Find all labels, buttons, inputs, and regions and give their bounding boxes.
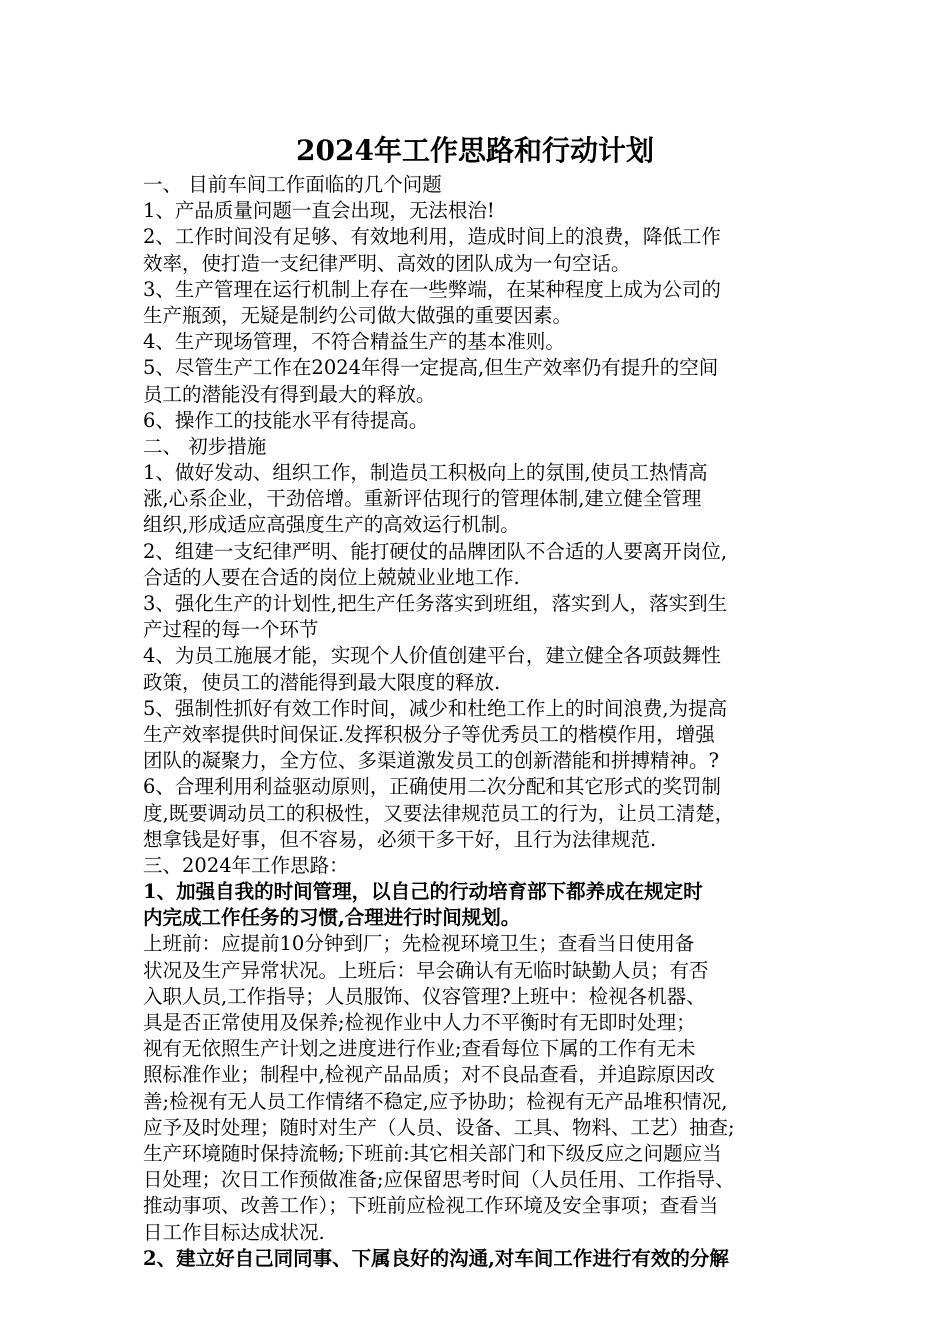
paragraph-line: 2、工作时间没有足够、有效地利用，造成时间上的浪费，降低工作 <box>143 225 721 249</box>
paragraph-line: 组织,形成适应高强度生产的高效运行机制。 <box>143 513 520 537</box>
paragraph-line: 三、2024年工作思路： <box>143 853 349 877</box>
document-body <box>143 172 833 1272</box>
paragraph-line: 应予及时处理；随时对生产（人员、设备、工具、物料、工艺）抽查; <box>143 1115 735 1139</box>
paragraph-line: 员工的潜能没有得到最大的释放。 <box>143 382 436 406</box>
paragraph-line: 团队的凝聚力，全方位、多渠道激发员工的创新潜能和拼搏精神。? <box>143 749 719 773</box>
paragraph-line: 5、强制性抓好有效工作时间，减少和杜绝工作上的时间浪费,为提高 <box>143 696 728 720</box>
paragraph-line: 产过程的每一个环节 <box>143 618 319 642</box>
paragraph-line: 生产瓶颈，无疑是制约公司做大做强的重要因素。 <box>143 303 573 327</box>
paragraph-line: 想拿钱是好事，但不容易，必须干多干好，且行为法律规范. <box>143 827 657 851</box>
paragraph-line: 6、合理利用利益驱动原则，正确使用二次分配和其它形式的奖罚制 <box>143 775 721 799</box>
paragraph-line: 6、操作工的技能水平有待提高。 <box>143 408 429 432</box>
paragraph-line: 视有无依照生产计划之进度进行作业;查看每位下属的工作有无未 <box>143 1037 696 1061</box>
paragraph-line: 二、 初步措施 <box>143 434 267 458</box>
paragraph-line: 生产效率提供时间保证.发挥积极分子等优秀员工的楷模作用，增强 <box>143 722 715 746</box>
paragraph-line: 生产环境随时保持流畅;下班前:其它相关部门和下级反应之问题应当 <box>143 1141 722 1165</box>
paragraph-line: 上班前：应提前10分钟到厂；先检视环境卫生；查看当日使用备 <box>143 932 695 956</box>
paragraph-line: 1、做好发动、组织工作，制造员工积极向上的氛围,使员工热情高 <box>143 461 708 485</box>
paragraph-line: 2、组建一支纪律严明、能打硬仗的品牌团队不合适的人要离开岗位, <box>143 539 728 563</box>
paragraph-line: 4、为员工施展才能，实现个人价值创建平台，建立健全各项鼓舞性 <box>143 644 721 668</box>
paragraph-line: 日工作目标达成状况. <box>143 1220 325 1244</box>
paragraph-line: 入职人员,工作指导；人员服饰、仪容管理?上班中：检视各机器、 <box>143 984 706 1008</box>
bold-paragraph-line: 1、加强自我的时间管理，以自己的行动培育部下都养成在规定时 <box>143 880 703 904</box>
paragraph-line: 善;检视有无人员工作情绪不稳定,应予协助；检视有无产品堆积情况, <box>143 1089 728 1113</box>
paragraph-line: 5、尽管生产工作在2024年得一定提高,但生产效率仍有提升的空间 <box>143 356 719 380</box>
paragraph-line: 效率，使打造一支纪律严明、高效的团队成为一句空话。 <box>143 251 631 275</box>
paragraph-line: 4、生产现场管理，不符合精益生产的基本准则。 <box>143 330 565 354</box>
paragraph-line: 一、 目前车间工作面临的几个问题 <box>143 173 442 196</box>
paragraph-line: 度,既要调动员工的积极性，又要法律规范员工的行为，让员工清楚， <box>143 801 735 825</box>
paragraph-line: 状况及生产异常状况。上班后：早会确认有无临时缺勤人员；有否 <box>143 958 709 982</box>
paragraph-line: 3、生产管理在运行机制上存在一些弊端，在某种程度上成为公司的 <box>143 277 721 301</box>
paragraph-line: 照标准作业；制程中,检视产品品质；对不良品查看，并追踪原因改 <box>143 1063 715 1087</box>
bold-paragraph-line: 2、建立好自己同同事、下属良好的沟通,对车间工作进行有效的分解 <box>143 1246 729 1270</box>
paragraph-line: 合适的人要在合适的岗位上兢兢业业地工作. <box>143 565 520 589</box>
paragraph-line: 日处理；次日工作预做准备;应保留思考时间（人员任用、工作指导、 <box>143 1168 735 1192</box>
paragraph-line: 3、强化生产的计划性,把生产任务落实到班组，落实到人，落实到生 <box>143 592 728 615</box>
bold-paragraph-line: 内完成工作任务的习惯,合理进行时间规划。 <box>143 906 521 930</box>
paragraph-line: 涨,心系企业，干劲倍增。重新评估现行的管理体制,建立健全管理 <box>143 487 702 511</box>
paragraph-line: 1、产品质量问题一直会出现，无法根治! <box>143 199 495 223</box>
paragraph-line: 推动事项、改善工作）；下班前应检视工作环境及安全事项；查看当 <box>143 1194 719 1218</box>
paragraph-line: 具是否正常使用及保养;检视作业中人力不平衡时有无即时处理； <box>143 1011 696 1034</box>
document-title: 2024年工作思路和行动计划 <box>296 134 654 167</box>
paragraph-line: 政策，使员工的潜能得到最大限度的释放. <box>143 670 501 694</box>
